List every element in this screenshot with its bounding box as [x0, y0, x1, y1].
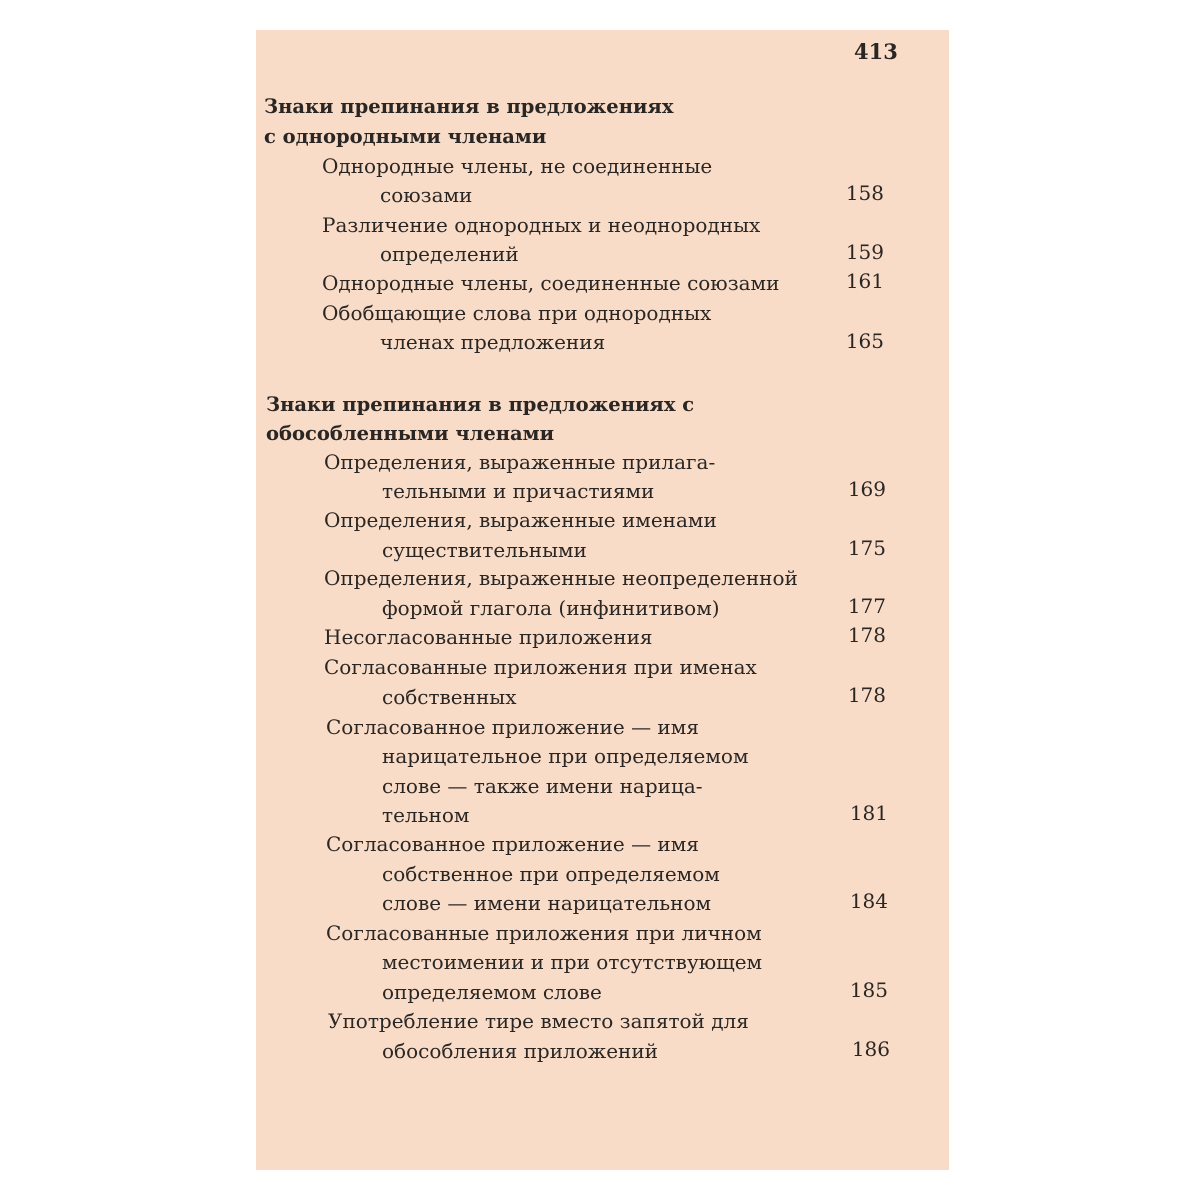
book-page: [256, 30, 949, 1170]
section-heading: с однородными членами: [264, 125, 547, 148]
toc-entry-title: нарицательное при определяемом: [382, 744, 749, 768]
toc-entry-page: 181: [849, 801, 888, 825]
toc-entry-title: тельными и причастиями: [382, 479, 655, 503]
toc-entry-title: Согласованные приложения при личном: [326, 921, 762, 945]
toc-entry-title: союзами: [380, 183, 473, 207]
toc-entry-page: 178: [847, 623, 886, 647]
toc-entry-title: Обобщающие слова при однородных: [322, 301, 712, 325]
toc-entry-title: собственное при определяемом: [382, 862, 720, 886]
toc-entry-title: Определения, выраженные неопределенной: [324, 566, 798, 590]
toc-entry-page: 178: [847, 683, 886, 707]
toc-entry-title: определений: [380, 242, 519, 266]
toc-entry-title: определяемом слове: [382, 980, 602, 1004]
toc-entry-title: Согласованные приложения при именах: [324, 655, 757, 679]
toc-entry-title: обособления приложений: [382, 1039, 659, 1063]
toc-entry-title: Согласованное приложение — имя: [326, 715, 699, 739]
toc-entry-page: 158: [845, 181, 884, 205]
section-heading: Знаки препинания в предложениях с: [266, 393, 695, 416]
toc-entry-page: 184: [849, 889, 888, 913]
toc-entry-page: 185: [849, 978, 888, 1002]
toc-entry-title: собственных: [382, 685, 517, 709]
toc-entry-title: Различение однородных и неоднородных: [322, 213, 761, 237]
section-heading: Знаки препинания в предложениях: [264, 95, 674, 118]
toc-entry-page: 175: [847, 536, 886, 560]
page-number: 413: [854, 39, 898, 64]
toc-entry-title: Несогласованные приложения: [324, 625, 653, 649]
toc-entry-title: Однородные члены, не соединенные: [322, 154, 713, 178]
toc-entry-title: слове — также имени нарица-: [382, 774, 703, 798]
toc-entry-page: 161: [845, 269, 884, 293]
toc-entry-title: существительными: [382, 538, 587, 562]
toc-entry-title: местоимении и при отсутствующем: [382, 950, 763, 974]
toc-entry-title: Определения, выраженные прилага-: [324, 450, 716, 474]
toc-entry-page: 169: [847, 477, 886, 501]
toc-entry-page: 165: [845, 329, 884, 353]
toc-entry-title: Однородные члены, соединенные союзами: [322, 271, 780, 295]
toc-entry-page: 159: [845, 240, 884, 264]
section-heading: обособленными членами: [266, 422, 555, 445]
toc-entry-title: тельном: [382, 803, 470, 827]
toc-entry-title: членах предложения: [380, 330, 606, 354]
toc-entry-title: Употребление тире вместо запятой для: [328, 1009, 749, 1033]
toc-entry-page: 177: [847, 594, 886, 618]
toc-entry-title: формой глагола (инфинитивом): [382, 596, 720, 620]
toc-entry-title: Согласованное приложение — имя: [326, 832, 699, 856]
toc-entry-title: Определения, выраженные именами: [324, 508, 717, 532]
toc-entry-page: 186: [851, 1037, 890, 1061]
toc-entry-title: слове — имени нарицательном: [382, 891, 712, 915]
